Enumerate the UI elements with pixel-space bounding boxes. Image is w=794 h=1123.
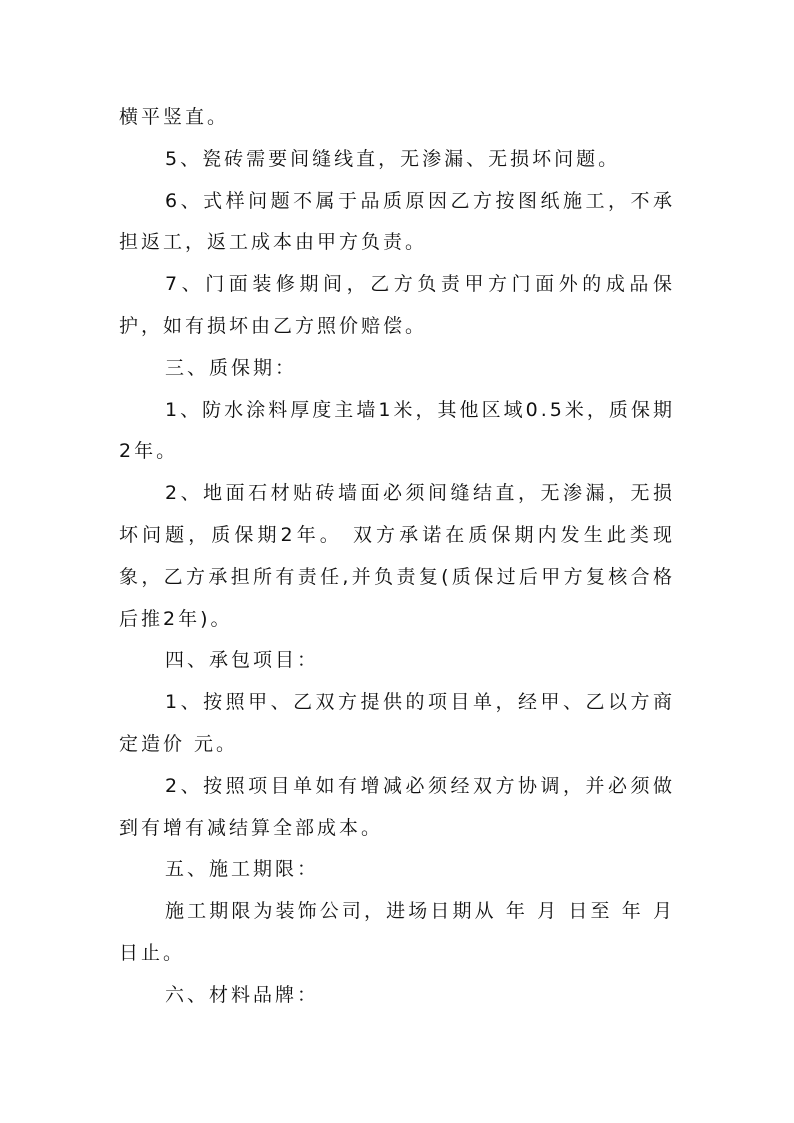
paragraph-item-5: 5、瓷砖需要间缝线直，无渗漏、无损坏问题。 — [165, 147, 621, 170]
paragraph-contract-2: 2、按照项目单如有增减必须经双方协调，并必须做到有增有减结算全部成本。 — [119, 774, 675, 839]
section-heading-warranty: 三、质保期： — [165, 356, 298, 379]
section-heading-contract-items: 四、承包项目： — [165, 649, 320, 672]
paragraph-item-7: 7、门面装修期间，乙方负责甲方门面外的成品保护，如有损坏由乙方照价赔偿。 — [119, 273, 675, 337]
paragraph-warranty-1: 1、防水涂料厚度主墙1米，其他区域0.5米，质保期2年。 — [119, 398, 675, 463]
paragraph-continuation: 横平竖直。 — [119, 106, 230, 128]
paragraph-contract-1: 1、按照甲、乙双方提供的项目单，经甲、乙以方商定造价 元。 — [119, 691, 675, 755]
document-body — [119, 97, 675, 1017]
section-heading-material-brands: 六、材料品牌： — [165, 983, 320, 1006]
paragraph-construction-period: 施工期限为装饰公司，进场日期从 年 月 日至 年 月日止。 — [119, 900, 675, 964]
paragraph-warranty-2: 2、地面石材贴砖墙面必须间缝结直，无渗漏，无损坏问题，质保期2年。 双方承诺在质保期内发生此类现象，乙方承担所有责任,并负责复(质保过后甲方复核合格后推2年)。 — [119, 482, 675, 630]
section-heading-construction-period: 五、施工期限： — [165, 858, 320, 881]
paragraph-item-6: 6、式样问题不属于品质原因乙方按图纸施工，不承担返工，返工成本由甲方负责。 — [119, 189, 675, 254]
